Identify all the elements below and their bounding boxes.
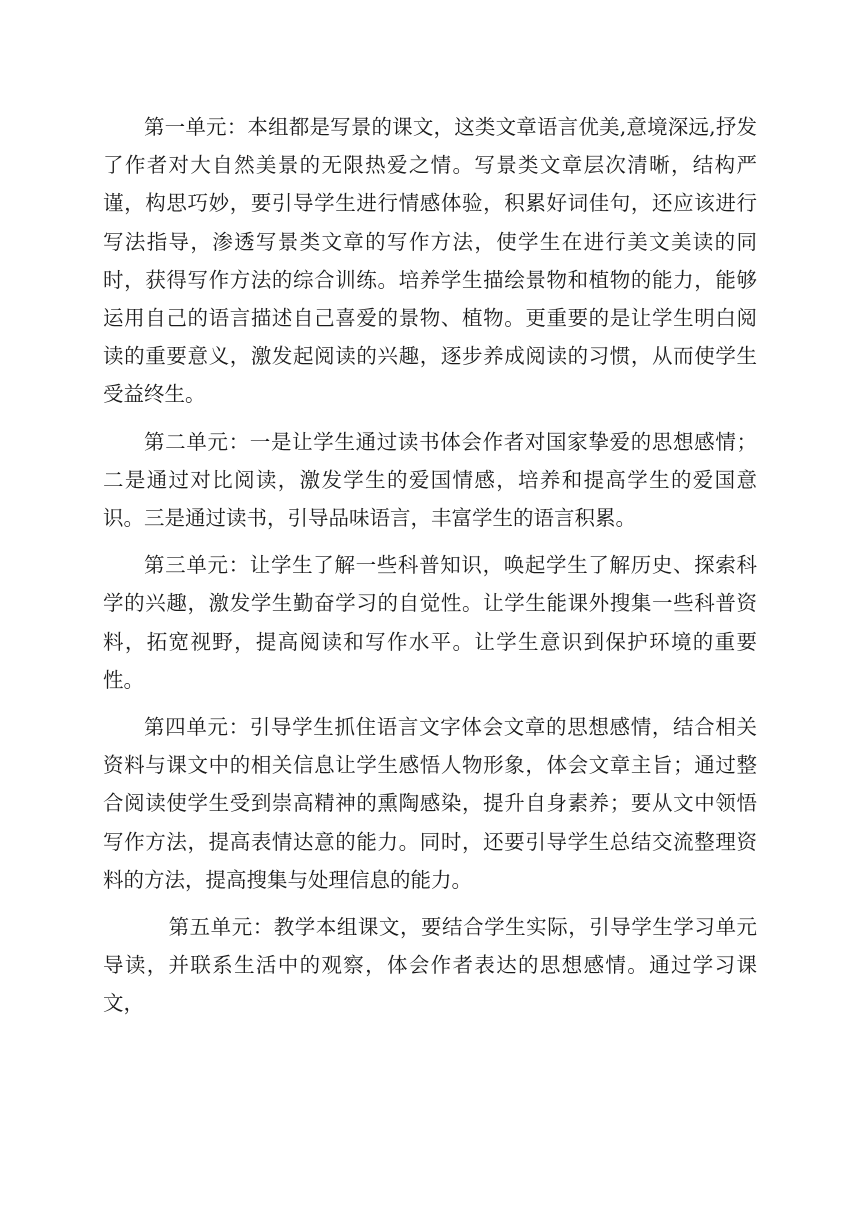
paragraph-unit-5: 第五单元：教学本组课文，要结合学生实际，引导学生学习单元导读，并联系生活中的观察，体会作者表达的思想感情。通过学习课文， bbox=[103, 915, 757, 1016]
paragraph-unit-2: 第二单元：一是让学生通过读书体会作者对国家挚爱的思想感情；二是通过对比阅读，激发学生的爱国情感，培养和提高学生的爱国意识。三是通过读书，引导品味语言，丰富学生的语言积累。 bbox=[103, 429, 757, 531]
paragraph-unit-1: 第一单元：本组都是写景的课文，这类文章语言优美,意境深远,抒发了作者对大自然美景的无限热爱之情。写景类文章层次清晰，结构严谨，构思巧妙，要引导学生进行情感体验，积累好词佳句，还应该进行写法指导，渗透写景类文章的写作方法，使学生在进行美文美读的同时，获得写作方法的综合训练。培养学生描绘景物和植物的能力，能够运用自己的语言描述自己喜爱的景物、植物。更重要的是让学生明白阅读的重要意义，激发起阅读的兴趣，逐步养成阅读的习惯，从而使学生受益终生。 bbox=[103, 115, 757, 407]
paragraph-unit-4: 第四单元：引导学生抓住语言文字体会文章的思想感情，结合相关资料与课文中的相关信息让学生感悟人物形象，体会文章主旨；通过整合阅读使学生受到崇高精神的熏陶感染，提升自身素养；要从文中领悟写作方法，提高表情达意的能力。同时，还要引导学生总结交流整理资料的方法，提高搜集与处理信息的能力。 bbox=[103, 715, 757, 892]
document-body bbox=[103, 108, 757, 1023]
paragraph-unit-3: 第三单元：让学生了解一些科普知识，唤起学生了解历史、探索科学的兴趣，激发学生勤奋学习的自觉性。让学生能课外搜集一些科普资料，拓宽视野，提高阅读和写作水平。让学生意识到保护环境的重要性。 bbox=[103, 553, 757, 692]
